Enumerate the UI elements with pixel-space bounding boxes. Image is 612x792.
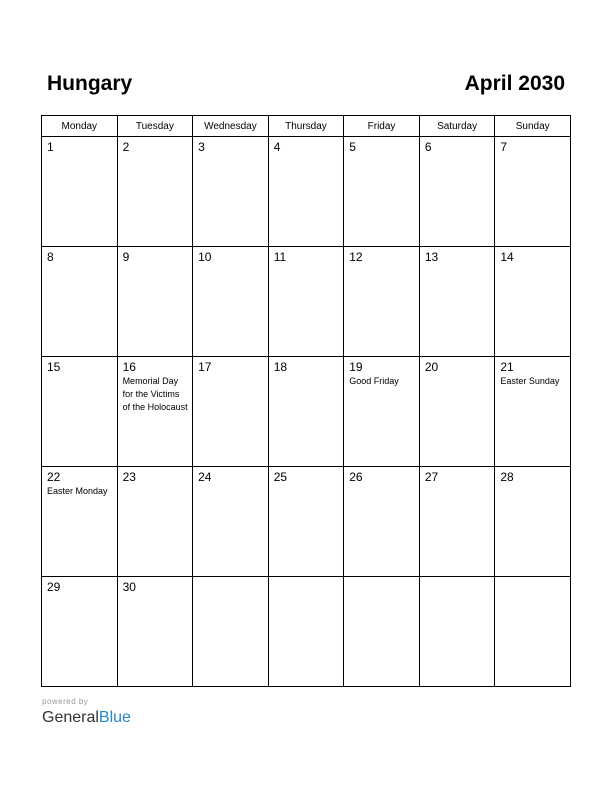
day-cell bbox=[419, 357, 495, 467]
holiday-label bbox=[269, 154, 344, 155]
day-cell bbox=[268, 137, 344, 247]
holiday-label bbox=[42, 264, 117, 265]
holiday-label bbox=[269, 264, 344, 265]
day-cell bbox=[117, 247, 193, 357]
week-row bbox=[42, 137, 571, 247]
day-cell bbox=[193, 137, 269, 247]
day-number: 1 bbox=[47, 140, 54, 154]
day-cell bbox=[42, 357, 118, 467]
month-title: April 2030 bbox=[464, 72, 565, 95]
day-cell bbox=[42, 137, 118, 247]
day-cell bbox=[495, 577, 571, 687]
holiday-label bbox=[193, 154, 268, 155]
day-number: 19 bbox=[349, 360, 363, 374]
powered-by-text: powered by bbox=[42, 697, 89, 706]
generalblue-logo[interactable] bbox=[42, 708, 131, 728]
day-number: 2 bbox=[122, 140, 130, 154]
holiday-label bbox=[193, 264, 268, 265]
holiday-label bbox=[118, 484, 193, 485]
holiday-label: Easter Sunday bbox=[500, 376, 560, 386]
holiday-label bbox=[269, 484, 344, 485]
day-cell bbox=[419, 247, 495, 357]
weekday-header-row bbox=[42, 116, 571, 137]
weekday-header: Wednesday bbox=[193, 116, 269, 137]
day-cell bbox=[268, 357, 344, 467]
day-number: 5 bbox=[349, 140, 356, 154]
day-cell bbox=[344, 577, 420, 687]
day-cell bbox=[193, 577, 269, 687]
day-number: 11 bbox=[273, 250, 287, 264]
day-number: 18 bbox=[273, 360, 288, 374]
day-cell bbox=[42, 467, 118, 577]
holiday-label: Good Friday bbox=[349, 376, 399, 386]
holiday-label bbox=[118, 264, 193, 265]
calendar-grid bbox=[41, 115, 571, 687]
holiday-label bbox=[42, 594, 117, 595]
day-cell bbox=[117, 467, 193, 577]
day-number: 30 bbox=[122, 580, 136, 594]
day-cell bbox=[495, 467, 571, 577]
day-number: 20 bbox=[424, 360, 439, 374]
day-number: 14 bbox=[500, 250, 514, 264]
weekday-header: Friday bbox=[344, 116, 420, 137]
day-number: 16 bbox=[122, 360, 136, 374]
day-cell bbox=[268, 247, 344, 357]
day-number: 3 bbox=[198, 140, 205, 154]
day-cell bbox=[193, 357, 269, 467]
holiday-label bbox=[420, 264, 495, 265]
day-cell bbox=[344, 467, 420, 577]
day-cell bbox=[495, 247, 571, 357]
day-number: 8 bbox=[47, 250, 54, 264]
day-cell bbox=[344, 247, 420, 357]
day-number: 21 bbox=[500, 360, 514, 374]
weekday-header: Tuesday bbox=[117, 116, 193, 137]
day-number: 24 bbox=[198, 470, 212, 484]
day-cell bbox=[42, 247, 118, 357]
week-row bbox=[42, 247, 571, 357]
week-row bbox=[42, 467, 571, 577]
holiday-label bbox=[420, 154, 495, 155]
day-cell bbox=[495, 137, 571, 247]
holiday-label bbox=[420, 374, 495, 375]
day-cell bbox=[268, 467, 344, 577]
day-number: 7 bbox=[500, 140, 508, 154]
holiday-label bbox=[193, 374, 268, 375]
country-title: Hungary bbox=[47, 72, 133, 95]
holiday-label bbox=[495, 580, 570, 581]
day-number: 9 bbox=[122, 250, 130, 264]
day-cell bbox=[419, 137, 495, 247]
holiday-label bbox=[344, 484, 419, 485]
weekday-header: Thursday bbox=[268, 116, 344, 137]
day-cell bbox=[344, 137, 420, 247]
holiday-label bbox=[193, 580, 268, 581]
holiday-label bbox=[495, 484, 570, 485]
day-number: 6 bbox=[424, 140, 432, 154]
day-number: 29 bbox=[47, 580, 61, 594]
week-row bbox=[42, 357, 571, 467]
holiday-label bbox=[193, 484, 268, 485]
weekday-header: Monday bbox=[42, 116, 118, 137]
day-cell bbox=[117, 577, 193, 687]
holiday-label bbox=[344, 154, 419, 155]
day-cell bbox=[193, 467, 269, 577]
day-cell bbox=[344, 357, 420, 467]
holiday-label bbox=[420, 484, 495, 485]
day-number: 28 bbox=[500, 470, 514, 484]
day-number: 23 bbox=[122, 470, 136, 484]
footer-branding bbox=[42, 697, 131, 728]
weekday-header: Saturday bbox=[419, 116, 495, 137]
holiday-label bbox=[269, 580, 344, 581]
holiday-label bbox=[118, 594, 193, 595]
day-number: 25 bbox=[273, 470, 288, 484]
holiday-label bbox=[42, 374, 117, 375]
holiday-label bbox=[344, 264, 419, 265]
day-number: 10 bbox=[198, 250, 212, 264]
day-cell bbox=[495, 357, 571, 467]
day-number: 4 bbox=[273, 140, 281, 154]
brand-blue-text: Blue bbox=[98, 709, 131, 726]
holiday-label bbox=[420, 580, 495, 581]
holiday-label bbox=[344, 580, 419, 581]
brand-general-text: General bbox=[42, 709, 99, 726]
day-number: 13 bbox=[424, 250, 439, 264]
day-cell bbox=[117, 357, 193, 467]
day-number: 17 bbox=[198, 360, 212, 374]
day-cell bbox=[117, 137, 193, 247]
day-number: 12 bbox=[349, 250, 363, 264]
holiday-label: Memorial Day for the Victims of the Holocaust bbox=[122, 376, 188, 412]
weekday-header: Sunday bbox=[495, 116, 571, 137]
day-cell bbox=[419, 467, 495, 577]
holiday-label bbox=[495, 154, 570, 155]
day-number: 27 bbox=[424, 470, 439, 484]
day-cell bbox=[268, 577, 344, 687]
day-number: 22 bbox=[47, 470, 61, 484]
holiday-label bbox=[42, 154, 117, 155]
holiday-label: Easter Monday bbox=[47, 486, 108, 496]
day-cell bbox=[193, 247, 269, 357]
week-row bbox=[42, 577, 571, 687]
holiday-label bbox=[495, 264, 570, 265]
day-cell bbox=[419, 577, 495, 687]
holiday-label bbox=[269, 374, 344, 375]
day-number: 15 bbox=[47, 360, 61, 374]
day-number: 26 bbox=[349, 470, 363, 484]
day-cell bbox=[42, 577, 118, 687]
holiday-label bbox=[118, 154, 193, 155]
